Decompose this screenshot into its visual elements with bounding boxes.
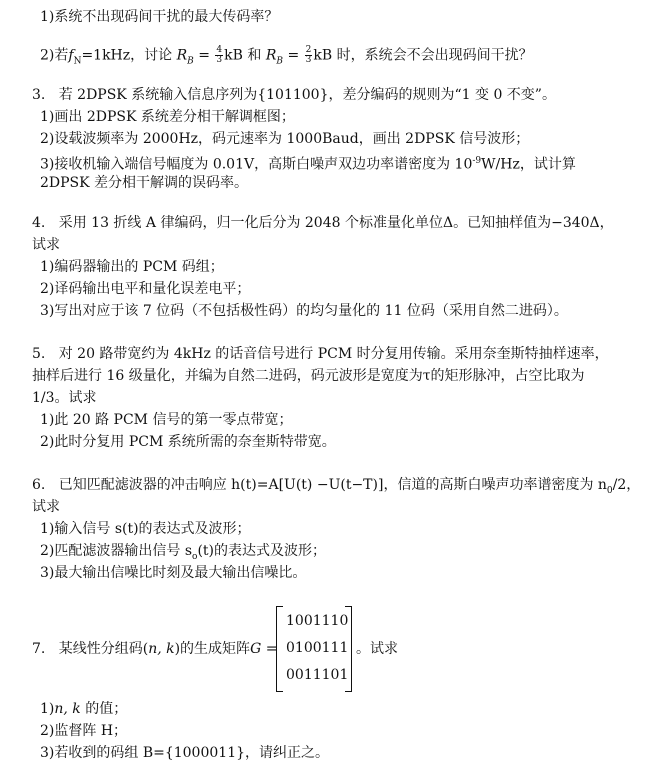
q6-item-2-text: 2)匹配滤波器输出信号 s (40, 543, 193, 559)
rb-subscript-2: B (276, 56, 284, 67)
q4-item-1: 1)编码器输出的 PCM 码组； (40, 259, 224, 275)
rb-symbol-2: R (265, 47, 277, 64)
q7-item-3: 3)若收到的码组 B={1000011}，请纠正之。 (40, 745, 330, 761)
rb-subscript-1: B (187, 56, 194, 67)
q6-item-3: 3)最大输出信噪比时刻及最大输出信噪比。 (40, 565, 307, 581)
matrix-left-bracket (276, 606, 283, 692)
q3-item-2: 2)设载波频率为 2000Hz，码元速率为 1000Baud，画出 2DPSK 信号波形； (40, 131, 530, 147)
matrix-row-3: 0011101 (286, 667, 349, 683)
q7-number: 7. (32, 641, 46, 657)
q5-text-cont-1: 抽样后进行 16 级量化，并编为自然二进码，码元波形是宽度为τ的矩形脉冲，占空比取为 (32, 368, 585, 384)
q3-item-3-exponent: -9 (472, 156, 482, 166)
q3-number: 3. (32, 87, 46, 103)
fraction-2-3 (305, 46, 313, 65)
q5-text: 对 20 路带宽约为 4kHz 的话音信号进行 PCM 时分复用传输。采用奈奎斯特抽样速率， (58, 346, 609, 362)
q7-nk-symbol: n, k (148, 641, 175, 657)
q6-n0-subscript: 0 (606, 485, 613, 496)
q6-item-2-text-end: (t)的表达式及波形； (197, 543, 326, 559)
fraction-4-3-num: 4 (216, 45, 223, 55)
q5-item-1: 1)此 20 路 PCM 信号的第一零点带宽； (40, 412, 293, 428)
q7-item-1-prefix: 1) (40, 701, 55, 717)
q7-equals: = (261, 641, 278, 657)
q6-text-end: /2， (612, 477, 641, 493)
fraction-2-3-den: 3 (305, 55, 312, 65)
q3-item-3-text: 3)接收机输入端信号幅度为 0.01V，高斯白噪声双边功率谱密度为 10 (40, 156, 473, 173)
q3-item-3-cont: 2DPSK 差分相干解调的误码率。 (40, 175, 249, 191)
q4-item-2: 2)译码输出电平和量化误差电平； (40, 281, 251, 297)
matrix-right-bracket (345, 606, 352, 692)
g-symbol: G (250, 641, 262, 657)
q6-item-1: 1)输入信号 s(t)的表达式及波形； (40, 521, 251, 537)
q6-text-cont: 试求 (32, 499, 60, 515)
matrix-row-2: 0100111 (286, 640, 349, 656)
q7-after-text: 。试求 (356, 641, 398, 657)
q3-item-3-unit: W/Hz，试计算 (481, 156, 576, 173)
equals-1: = (193, 47, 215, 64)
q6-number: 6. (32, 477, 46, 493)
q2-item-2-text-3: kB 时，系统会不会出现码间干扰？ (313, 47, 533, 64)
q6-item-2 (40, 542, 326, 566)
q3-heading (32, 86, 556, 104)
q4-number: 4. (32, 215, 46, 231)
matrix-row-1: 1001110 (286, 613, 349, 629)
fraction-4-3-den: 3 (216, 55, 223, 65)
q2-item-2 (40, 46, 533, 70)
fn-symbol: f (68, 47, 74, 64)
q7-item-2: 2)监督阵 H； (40, 723, 128, 739)
q4-text-cont: 试求 (32, 237, 60, 253)
q7-text-mid: )的生成矩阵 (174, 641, 251, 657)
q6-text: 已知匹配滤波器的冲击响应 h(t)=A[U(t) −U(t−T)]，信道的高斯白噪声功率谱密度为 n (58, 477, 607, 493)
q7-item-1 (40, 700, 127, 718)
q7-text: 某线性分组码( (58, 641, 149, 657)
q3-text: 若 2DPSK 系统输入信息序列为{101100}，差分编码的规则为“1 变 0 不变”。 (58, 87, 556, 103)
q4-text: 采用 13 折线 A 律编码，归一化后分为 2048 个标准量化单位Δ。已知抽样值为−340Δ， (58, 215, 614, 231)
q6-item-2-subscript: o (192, 551, 198, 562)
fraction-2-3-num: 2 (305, 45, 312, 55)
q5-text-cont-2: 1/3。试求 (32, 390, 97, 406)
rb-symbol-1: R (176, 47, 188, 64)
q4-heading (32, 214, 614, 232)
q7-heading (32, 640, 277, 658)
q5-item-2: 2)此时分复用 PCM 系统所需的奈奎斯特带宽。 (40, 434, 336, 450)
fraction-4-3 (215, 46, 223, 65)
q3-item-3 (40, 152, 576, 174)
equals-2: = (283, 47, 304, 64)
q4-item-3: 3)写出对应于该 7 位码（不包括极性码）的均匀量化的 11 位码（采用自然二进码）。 (40, 303, 568, 319)
q3-item-1: 1)画出 2DPSK 系统差分相干解调框图； (40, 109, 295, 125)
q7-item-1-text: 的值； (80, 701, 128, 717)
q2-item-1: 1)系统不出现码间干扰的最大传码率？ (40, 9, 279, 25)
fn-subscript: N (73, 56, 82, 67)
q5-heading (32, 345, 609, 363)
q7-item-1-nk: n, k (54, 701, 81, 717)
q6-heading (32, 476, 640, 500)
generator-matrix (276, 606, 352, 690)
q5-number: 5. (32, 346, 46, 362)
q2-item-2-text-2: kB 和 (224, 47, 262, 64)
q2-item-2-text-1: =1kHz，讨论 (81, 47, 173, 64)
q2-item-2-prefix: 2)若 (40, 47, 69, 64)
